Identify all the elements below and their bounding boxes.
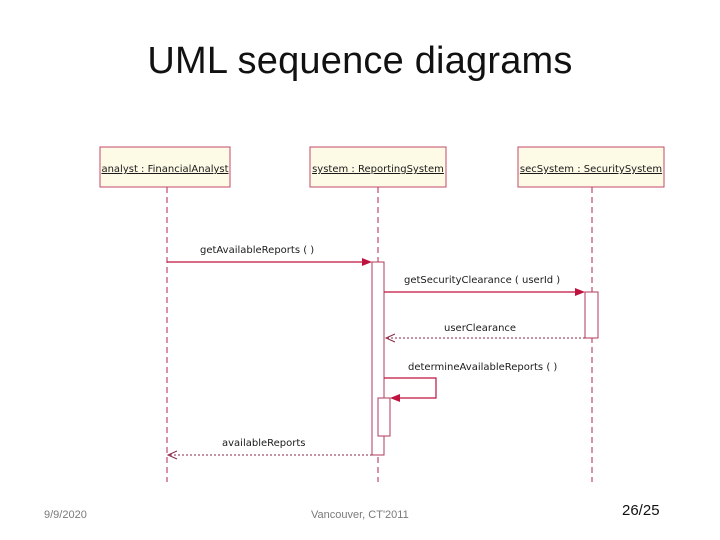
message-label-available-reports: availableReports (222, 438, 306, 449)
message-user-clearance (386, 323, 585, 342)
footer-date: 9/9/2020 (44, 509, 87, 521)
message-label-determine-available-reports: determineAvailableReports ( ) (408, 362, 558, 373)
message-label-get-available-reports: getAvailableReports ( ) (200, 245, 315, 256)
lifeline-box-secsystem (518, 147, 664, 187)
sequence-diagram (98, 137, 670, 487)
footer-venue: Vancouver, CT'2011 (311, 509, 409, 521)
message-get-security-clearance (384, 275, 585, 296)
lifeline-box-analyst (100, 147, 230, 187)
lifeline-label-analyst: analyst : FinancialAnalyst (101, 164, 229, 175)
lifeline-box-system (310, 147, 446, 187)
message-determine-available-reports (384, 362, 557, 402)
slide-title: UML sequence diagrams (147, 40, 573, 82)
activation-secsystem (585, 292, 598, 338)
message-available-reports (168, 438, 372, 459)
slide-page-number: 26/25 (622, 502, 660, 519)
activation-self-call (378, 398, 390, 436)
message-get-available-reports (167, 245, 372, 266)
message-label-user-clearance: userClearance (444, 323, 517, 334)
message-label-get-security-clearance: getSecurityClearance ( userId ) (404, 275, 561, 286)
lifeline-label-secsystem: secSystem : SecuritySystem (519, 164, 663, 175)
lifeline-label-system: system : ReportingSystem (312, 164, 444, 175)
